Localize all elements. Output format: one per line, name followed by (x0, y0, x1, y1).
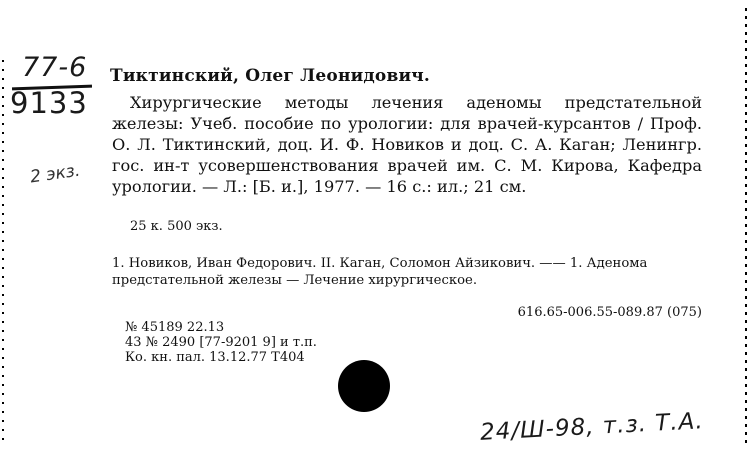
shelf-mark-bottom: 9133 (10, 86, 88, 120)
card-edge-left (2, 60, 4, 440)
registration-block (125, 320, 317, 365)
udc-code: 616.65-006.55-089.87 (075) (517, 305, 702, 320)
card-edge-right (745, 8, 747, 448)
registration-line: 43 № 2490 [77-9201 9] и т.п. (125, 335, 317, 350)
handwritten-date-note: 24/Ш-98, т.з. Т.А. (479, 408, 705, 446)
subject-tracings: 1. Новиков, Иван Федорович. II. Каган, Соломон Айзикович. —— 1. Аденома предстательной железы — Лечение хирургическое. (112, 256, 648, 288)
registration-line: Ко. кн. пал. 13.12.77 Т404 (125, 350, 305, 365)
price-and-print-run: 25 к. 500 экз. (130, 219, 223, 234)
shelf-mark-top: 77-6 (22, 52, 88, 83)
copies-note: 2 экз. (28, 160, 82, 188)
registration-line: № 45189 22.13 (125, 320, 225, 335)
bibliographic-description: Хирургические методы лечения аденомы предстательной железы: Учеб. пособие по урологии: для врачей-курсантов / Проф. О. Л. Тиктинский, доц. И. Ф. Новиков и доц. С. А. Каган; Ленингр. гос. ин-т усовершенствования врачей им. С. М. Кирова, Кафедра урологии. — Л.: [Б. и.], 1977. — 16 с.: ил.; 21 см. (112, 93, 702, 196)
card-punch-hole (338, 360, 390, 412)
author-heading: Тиктинский, Олег Леонидович. (110, 66, 431, 86)
